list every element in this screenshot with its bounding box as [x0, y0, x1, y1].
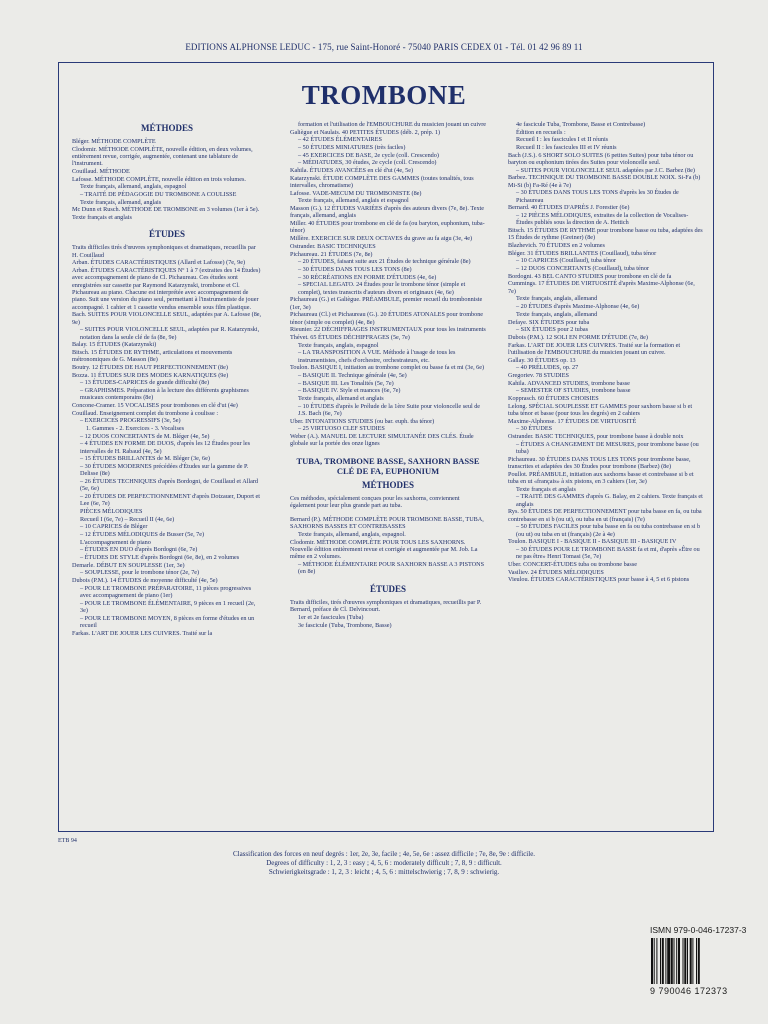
catalog-entry: Bernard. 40 ÉTUDES D'APRÈS J. Forestier (6e) — [508, 204, 630, 212]
catalog-entry: – 10 ÉTUDES d'après le Prélude de la 1ère Suite pour violoncelle seul de J.S. Bach (6e, 7e) — [298, 402, 481, 417]
catalog-entry: – 45 EXERCICES DE BASE, 2e cycle (coll. Crescendo) — [298, 151, 439, 159]
catalog-entry: – 30 ÉTUDES POUR LE TROMBONE BASSE fa et mi, d'après «Être ou ne pas être» Henri Tomasi (5e, 7e) — [516, 546, 700, 561]
barcode-bar — [692, 938, 693, 984]
catalog-column-2 — [290, 121, 486, 629]
barcode-bar — [651, 938, 653, 984]
catalog-entry: Texte français, allemand, anglais, espagnol. — [298, 531, 406, 539]
catalog-entry: Bozza. 11 ÉTUDES SUR DES MODES KARNATIQUES (9e) — [72, 371, 229, 379]
catalog-entry: Rys. 50 ÉTUDES DE PERFECTIONNEMENT pour tuba basse en fa, ou tuba contrebasse en si b (ou ut), ou tuba en ut (français) (7e) — [508, 508, 702, 523]
catalog-entry: Texte français, allemand, anglais, espagnol — [80, 183, 187, 191]
catalog-entry: – 12 ÉTUDES MÉLODIQUES de Busser (5e, 7e) — [80, 531, 205, 539]
catalog-entry: Blazhevich. 70 ÉTUDES en 2 volumes — [508, 242, 605, 250]
catalog-column-1 — [72, 121, 262, 638]
catalog-entry: Dubois (P.M.). 12 SOLI EN FORME D'ÉTUDE (7e, 8e) — [508, 333, 648, 341]
catalog-entry: Bitsch. 15 ÉTUDES DE RYTHME pour trombone basse ou tuba, adaptées des 15 Études de rythme (Greiner) (8e) — [508, 227, 703, 242]
catalog-entry: Mc Dunn et Rusch. MÉTHODE DE TROMBONE en 3 volumes (1er à 5e). Texte français et anglais — [72, 206, 260, 221]
catalog-entry: – BASIQUE IV. Style et nuances (6e, 7e) — [298, 387, 401, 395]
barcode-number: 9 790046 172373 — [650, 986, 728, 996]
catalog-entry: L'accompagnement de piano — [80, 538, 151, 546]
catalog-entry: Concone-Cramer. 15 VOCALISES pour trombones en clé d'ut (4e) — [72, 401, 238, 409]
barcode-bar — [696, 938, 697, 984]
page-title: TROMBONE — [301, 80, 467, 110]
catalog-entry: Toulon. BASIQUE I, initiation au trombone complet ou basse fa et mi (3e, 6e) — [290, 364, 485, 372]
catalog-entry: – 20 ÉTUDES DE PERFECTIONNEMENT d'après Dotzauer, Duport et Lee (6e, 7e) — [80, 493, 260, 508]
catalog-entry: – 4 ÉTUDES EN FORME DE DUOS, d'après les 12 Études pour les intervalles de H. Rabaud (4e, 5e) — [80, 440, 251, 455]
difficulty-line-de: Schwierigkeitsgrade : 1, 2, 3 : leicht ; 4, 5, 6 : mittelschwierig ; 7, 8, 9 : schwierig. — [268, 867, 500, 876]
catalog-entry: – 30 ÉTUDES — [516, 425, 553, 433]
catalog-entry: – POUR LE TROMBONE PRÉPARATOIRE, 11 pièces progressives avec accompagnement de piano (1er) — [80, 584, 252, 600]
catalog-entry: Gregoriev. 78 STUDIES — [508, 371, 569, 379]
barcode-icon — [651, 938, 715, 984]
barcode-bar — [667, 938, 670, 984]
catalog-entry: Pichaureau. 21 ÉTUDES (7e, 8e) — [290, 250, 373, 258]
catalog-entry: Farkas. L'ART DE JOUER LES CUIVRES. Traité sur la formation et l'utilisation de l'EMBOUCHURE du musicien jouant un cuivre. — [508, 341, 681, 356]
catalog-entry: Bléger. MÉTHODE COMPLÈTE — [72, 138, 156, 145]
catalog-entry: PIÈCES MÉLODIQUES — [80, 507, 143, 515]
catalog-entry: – TRAITÉ DES GAMMES d'après G. Balay, en 2 cahiers. Texte français et anglais — [516, 493, 703, 508]
catalog-entry: – 40 PRÉLUDES, op. 27 — [516, 364, 579, 372]
catalog-entry: Bach. SUITES POUR VIOLONCELLE SEUL, adaptées par A. Lafosse (8e, 9e) — [72, 311, 262, 326]
spacer — [290, 448, 486, 454]
catalog-entry: Lelong. SPÉCIAL SOUPLESSE ET GAMMES pour saxhorn basse si b et tuba ténor et basse (pour tous les degrés) en 2 cahiers — [508, 402, 693, 417]
catalog-entry: Clodomir. MÉTHODE COMPLÈTE, nouvelle édition, en deux volumes, entièrement revue, corrigée, augmentée, contenant une tablature de l'instrument. — [72, 145, 253, 168]
catalog-entry: – 13 ÉTUDES-CAPRICES de grande difficulté (8e) — [80, 379, 210, 387]
catalog-entry: – 30 ÉTUDES DANS TOUS LES TONS (8e) — [298, 265, 412, 273]
barcode-bar — [662, 938, 664, 984]
catalog-entry: Toulon. BASIQUE I - BASIQUE II - BASIQUE III - BASIQUE IV — [508, 538, 677, 546]
catalog-entry: Kahila. ÉTUDES AVANCÉES en clé d'ut (4e, 5e) — [290, 167, 414, 175]
spacer — [72, 221, 262, 227]
catalog-entry: – 30 RÉCRÉATIONS EN FORME D'ÉTUDES (4e, 6e) — [298, 273, 437, 281]
catalog-entry: Lafosse. MÉTHODE COMPLÈTE, nouvelle édition en trois volumes. — [72, 175, 246, 183]
barcode-bar — [654, 938, 655, 984]
catalog-entry: Pichaureau (Cl.) et Pichaureau (G.). 20 ÉTUDES ATONALES pour trombone ténor (simple ou complet) (4e, 8e) — [290, 311, 484, 326]
barcode-bar — [678, 938, 680, 984]
catalog-entry: Lafosse. VADE-MECUM DU TROMBONISTE (8e) — [290, 189, 422, 197]
catalog-entry: – POUR LE TROMBONE MOYEN, 8 pièces en forme d'études en un recueil — [80, 614, 255, 630]
catalog-entry: – ÉTUDES DE STYLE d'après Bordogni (6e, 8e), en 2 volumes — [80, 554, 240, 562]
difficulty-legend — [0, 850, 768, 876]
catalog-entry: – EXERCICES PROGRESSIFS (3e, 5e) — [80, 417, 181, 425]
catalog-column-3 — [508, 121, 704, 584]
catalog-entry: – POUR LE TROMBONE ÉLÉMENTAIRE, 9 pièces en 1 recueil (2e, 3e) — [80, 599, 256, 615]
catalog-entry: Recueil I : les fascicules I et II réunis — [516, 136, 609, 144]
catalog-entry: – SUITES POUR VIOLONCELLE SEUL adaptées par J.C. Barbez (8e) — [516, 166, 695, 174]
section-heading: MÉTHODES — [140, 123, 193, 133]
catalog-entry: Arban. ÉTUDES CARACTÉRISTIQUES Nº 1 à 7 (extraites des 14 Études) avec accompagnement de piano de Cl. Pichaureau. Ces études sont enregistrées sur cassette par Raymond Katarzynski, trombone et Cl. Pichaureau au piano. Chacune est interprétée avec accompagnement de piano. Suit une version du piano seul, permettant à l'instrumentiste de jouer accompagné. 1 cahier et 1 cassette vendus ensemble sous film plastique. — [72, 267, 261, 311]
section-heading: ÉTUDES — [148, 229, 185, 240]
catalog-entry: – LA TRANSPOSITION A VUE. Méthode à l'usage de tous les instrumentistes, chefs d'orchestre, orchestrateurs, etc. — [298, 349, 456, 364]
catalog-entry: – SEMESTER OF STUDIES, trombone basse — [516, 387, 631, 395]
catalog-entry: Balay. 15 ÉTUDES (Katarzynski) — [72, 341, 157, 349]
catalog-entry: – 12 DUOS CONCERTANTS (Couillaud), tuba ténor — [516, 265, 650, 273]
catalog-entry: Couillaud. MÉTHODE — [72, 167, 130, 175]
catalog-entry: Clodomir. MÉTHODE COMPLÈTE POUR TOUS LES SAXHORNS. Nouvelle édition entièrement revue et corrigée et augmentée par M. Job. La même en 2 volumes. — [290, 538, 478, 561]
catalog-entry: – 26 ÉTUDES TECHNIQUES d'après Bordogni, de Couillaud et Allard (5e, 6e) — [80, 478, 259, 493]
ismn-number: ISMN 979-0-046-17237-3 — [650, 925, 747, 935]
catalog-entry: Bernard (P.). MÉTHODE COMPLÈTE POUR TROMBONE BASSE, TUBA, SAXHORNS BASSES ET CONTREBASSES — [290, 516, 484, 531]
catalog-entry: – 30 ÉTUDES DANS TOUS LES TONS d'après les 30 Études de Pichaureau — [516, 189, 679, 204]
difficulty-line-en: Degrees of difficulty : 1, 2, 3 : easy ; 4, 5, 6 : moderately difficult ; 7, 8, 9 : difficult. — [266, 858, 502, 867]
catalog-entry: – BASIQUE II. Technique générale (4e, 5e) — [298, 371, 407, 379]
catalog-entry: Recueil II : les fascicules III et IV réunis — [516, 144, 617, 152]
catalog-entry: – MÉDIATUDES, 30 études, 2e cycle (coll. Crescendo) — [298, 159, 437, 167]
catalog-entry: 1. Gammes - 2. Exercices - 3. Vocalises — [86, 424, 185, 432]
catalog-entry: Traits difficiles, tirés d'œuvres symphoniques et dramatiques, recueillis par P. Bernard, préface de Cl. Delvincourt. — [290, 598, 482, 614]
catalog-code: ETB 94 — [58, 838, 77, 844]
catalog-entry: Gallay. 30 ÉTUDES op. 13 — [508, 356, 576, 364]
catalog-entry: Vasiliev. 24 ÉTUDES MÉLODIQUES — [508, 568, 604, 576]
catalog-entry: Édition en recueils : — [516, 128, 566, 136]
barcode-bar — [671, 938, 673, 984]
catalog-entry: – MÉTHODE ÉLÉMENTAIRE POUR SAXHORN BASSE A 3 PISTONS (en 8e) — [298, 560, 485, 576]
barcode-bar — [674, 938, 675, 984]
catalog-entry: Vieulou. ÉTUDES CARACTÉRISTIQUES pour basse à 4, 5 et 6 pistons — [508, 576, 690, 584]
barcode-bar — [656, 938, 657, 984]
catalog-entry: 3e fascicule (Tuba, Trombone, Basse) — [298, 621, 392, 629]
publisher-line: EDITIONS ALPHONSE LEDUC - 175, rue Saint-Honoré - 75040 PARIS CEDEX 01 - Tél. 01 42 96 89 11 — [185, 42, 583, 52]
catalog-entry: – 25 VIRTUOSO CLEF STUDIES — [298, 425, 385, 433]
catalog-entry: – 42 ÉTUDES ÉLÉMENTAIRES — [298, 136, 382, 144]
barcode-bar — [683, 938, 684, 984]
catalog-entry: Couillaud. Enseignement complet du trombone à coulisse : — [72, 409, 219, 417]
catalog-entry: Texte français, anglais, espagnol — [298, 341, 379, 349]
barcode-bar — [690, 938, 692, 984]
catalog-entry: – ÉTUDES EN DUO d'après Bordogni (6e, 7e) — [80, 546, 198, 554]
barcode-bar — [676, 938, 677, 984]
catalog-entry: Bach (J.S.). 6 SHORT SOLO SUITES (6 petites Suites) pour tuba ténor ou baryton ou euphonium tirées des Suites pour violoncelle seul. — [508, 151, 694, 167]
catalog-entry: Texte français, allemand, anglais et espagnol — [298, 197, 409, 205]
section-heading: ÉTUDES — [369, 583, 406, 594]
catalog-entry: – 30 ÉTUDES MODERNES précédées d'Études sur la gamme de P. Delisse (8e) — [80, 463, 249, 478]
barcode-bar — [665, 938, 666, 984]
catalog-entry: – SUITES POUR VIOLONCELLE SEUL, adaptées par R. Katarzynski, notation dans la seule clé de fa (8e, 9e) — [80, 326, 260, 341]
catalog-entry: – 10 CAPRICES de Bléger — [80, 523, 148, 531]
difficulty-line-fr: Classification des forces en neuf degrés : 1er, 2e, 3e, facile ; 4e, 5e, 6e : assez difficile ; 7e, 8e, 9e : difficile. — [232, 850, 536, 858]
catalog-entry: Bordogni. 43 BEL CANTO STUDIES pour trombone en clé de fa — [508, 272, 672, 280]
catalog-entry: Arban. ÉTUDES CARACTÉRISTIQUES (Allard et Lafosse) (7e, 9e) — [72, 259, 246, 267]
catalog-entry: 1er et 2e fascicules (Tuba) — [298, 613, 364, 621]
catalog-entry: Ostrander. BASIC TECHNIQUES — [290, 242, 376, 250]
catalog-entry: Texte français, allemand et anglais — [298, 395, 384, 403]
catalog-entry: – 50 ÉTUDES FACILES pour tuba basse en fa ou tuba contrebasse en si b (ou ut) ou tuba en ut (français) (2e à 4e) — [516, 523, 701, 538]
catalog-entry: – GRAPHISMES. Préparation à la lecture des différents graphismes musicaux contemporains (8e) — [80, 386, 249, 402]
catalog-entry: Bitsch. 15 ÉTUDES DE RYTHME, articulations et mouvements métronomiques de G. Masson (8e) — [72, 348, 233, 364]
catalog-entry: – SIX ÉTUDES pour 2 tubas — [516, 326, 589, 334]
catalog-entry: Boutry. 12 ÉTUDES DE HAUT PERFECTIONNEMENT (8e) — [72, 363, 228, 371]
catalog-entry: Dubois (P.M.). 14 ÉTUDES de moyenne difficulté (4e, 5e) — [72, 577, 218, 585]
catalog-entry: Poullot. PRÉAMBULE, initiation aux saxhorns basse et contrebasse si b et tuba en ut «français» à six pistons, en 3 cahiers (1er, 3e) — [508, 470, 694, 486]
barcode-bar — [660, 938, 661, 984]
catalog-entry: – 20 ÉTUDES, faisant suite aux 21 Études de technique générale (8e) — [298, 258, 471, 266]
catalog-entry: Uber. CONCERT-ÉTUDES tuba ou trombone basse — [508, 561, 637, 569]
catalog-entry: Texte français et anglais — [516, 485, 576, 493]
catalog-entry: – SOUPLESSE, pour le trombone ténor (2e, 7e) — [80, 569, 200, 577]
catalog-entry: Texte français, allemand, anglais — [80, 198, 162, 206]
catalog-entry: – TRAITÉ DE PÉDAGOGIE DU TROMBONE A COULISSE — [80, 191, 237, 199]
catalog-entry: Katarzynski. ÉTUDE COMPLÈTE DES GAMMES (toutes tonalités, tous intervalles, chromatisme) — [290, 174, 474, 190]
catalog-entry: Galiègue et Naulais. 40 PETITES ÉTUDES (déb. 2, prép. 1) — [290, 128, 441, 136]
catalog-entry: Texte français, anglais, allemand — [516, 295, 598, 303]
catalog-entry: Cummings. 17 ÉTUDES DE VIRTUOSITÉ d'après Maxime-Alphonse (6e, 7e) — [508, 280, 695, 295]
catalog-entry: Traits difficiles tirés d'œuvres symphoniques et dramatiques, recueillis par H. Couillaud — [72, 244, 256, 259]
catalog-entry: – 10 CAPRICES (Couillaud), tuba ténor — [516, 257, 617, 265]
catalog-entry: Thévet. 65 ÉTUDES DÉCHIFFRAGES (5e, 7e) — [290, 333, 410, 341]
catalog-entry: Miller. 40 ÉTUDES pour trombone en clé de fa (ou baryton, euphonium, tuba-ténor) — [290, 220, 485, 235]
catalog-entry: – 20 ÉTUDES d'après Maxime-Alphonse (4e, 6e) — [516, 303, 640, 311]
spacer — [290, 576, 486, 582]
barcode-bar — [687, 938, 688, 984]
catalog-entry: Texte français, anglais, allemand — [516, 310, 598, 318]
catalog-entry: Rieunier. 22 DÉCHIFFRAGES INSTRUMENTAUX pour tous les instruments — [290, 326, 486, 334]
catalog-entry: Farkas. L'ART DE JOUER LES CUIVRES. Traité sur la — [72, 629, 213, 637]
catalog-entry: Maxime-Alphonse. 17 ÉTUDES DE VIRTUOSITÉ — [508, 417, 637, 425]
catalog-entry: – 50 ÉTUDES MINIATURES (très faciles) — [298, 144, 406, 152]
catalog-entry: Ostrander. BASIC TECHNIQUES, pour trombone basse à double noix — [508, 433, 684, 441]
catalog-entry: Uber. INTONATIONS STUDIES (ou bar. euph. tba ténor) — [290, 417, 435, 425]
catalog-entry: – 12 PIÈCES MÉLODIQUES, extraites de la collection de Vocalises-Études publiés sous la direction de A. Hettich — [516, 212, 689, 227]
catalog-entry: Weber (A.). MANUEL DE LECTURE SIMULTANÉE DES CLÉS. Étude globale sur la portée des onze lignes — [290, 433, 474, 448]
catalog-entry: Barbez. TECHNIQUE DU TROMBONE BASSE DOUBLE NOIX. Si-Fa (b) Mi-Si (b) Fa-Ré (4e à 7e) — [508, 174, 701, 189]
catalog-entry: Ces méthodes, spécialement conçues pour les saxhorns, conviennent également pour leur plus grande part au tuba. — [290, 495, 460, 510]
catalog-entry: formation et l'utilisation de l'EMBOUCHURE du musicien jouant un cuivre — [298, 121, 486, 128]
catalog-entry: Kahila. ADVANCED STUDIES, trombone basse — [508, 379, 630, 387]
catalog-entry: Masson (G.). 12 ÉTUDES VARIÉES d'après des auteurs divers (7e, 8e). Texte français, allemand, anglais — [290, 205, 485, 220]
catalog-entry: – 15 ÉTUDES BRILLANTES de M. Bléger (3e, 6e) — [80, 455, 210, 463]
catalog-entry: Millère. EXERCICE SUR DEUX OCTAVES du grave au fa aigu (3e, 4e) — [290, 235, 473, 243]
catalog-entry: Defaye. SIX ÉTUDES pour tuba — [508, 318, 590, 326]
catalog-entry: Demarle. DÉBUT EN SOUPLESSE (1er, 3e) — [72, 561, 185, 569]
section-heading: MÉTHODES — [361, 480, 414, 491]
catalog-entry: Recueil I (6e, 7e) – Recueil II (4e, 6e) — [80, 515, 175, 523]
catalog-entry: – SPECIAL LEGATO. 24 Études pour le trombone ténor (simple et complet), textes transcrits d'auteurs divers et originaux (4e, 6e) — [298, 281, 466, 296]
catalog-entry: Pichaureau. 30 ÉTUDES DANS TOUS LES TONS pour trombone basse, transcrites et adaptées des 30 Études pour trombone (Barbez) (8e) — [508, 455, 691, 471]
catalog-entry: – ÉTUDES A CHANGEMENT DE MESURES, pour trombone basse (ou tuba) — [516, 440, 699, 456]
catalog-entry: Bléger. 31 ÉTUDES BRILLANTES (Couillaud), tuba ténor — [508, 249, 657, 257]
catalog-entry: – 12 DUOS CONCERTANTS de M. Bléger (4e, 5e) — [80, 432, 210, 440]
barcode-bar — [684, 938, 686, 984]
catalog-entry: – BASIQUE III. Les Tonalités (5e, 7e) — [298, 379, 394, 387]
section-heading: TUBA, TROMBONE BASSE, SAXHORN BASSE CLÉ DE FA, EUPHONIUM — [296, 456, 480, 477]
catalog-entry: Pichaureau (G.) et Galiègue. PRÉAMBULE, premier recueil du trombonniste (1er, 3e) — [290, 296, 483, 311]
catalog-entry: Kopprasch. 60 ÉTUDES CHOISIES — [508, 395, 599, 403]
catalog-entry: 4e fascicule Tuba, Trombone, Basse et Contrebasse) — [516, 121, 646, 128]
barcode-bar — [698, 938, 700, 984]
